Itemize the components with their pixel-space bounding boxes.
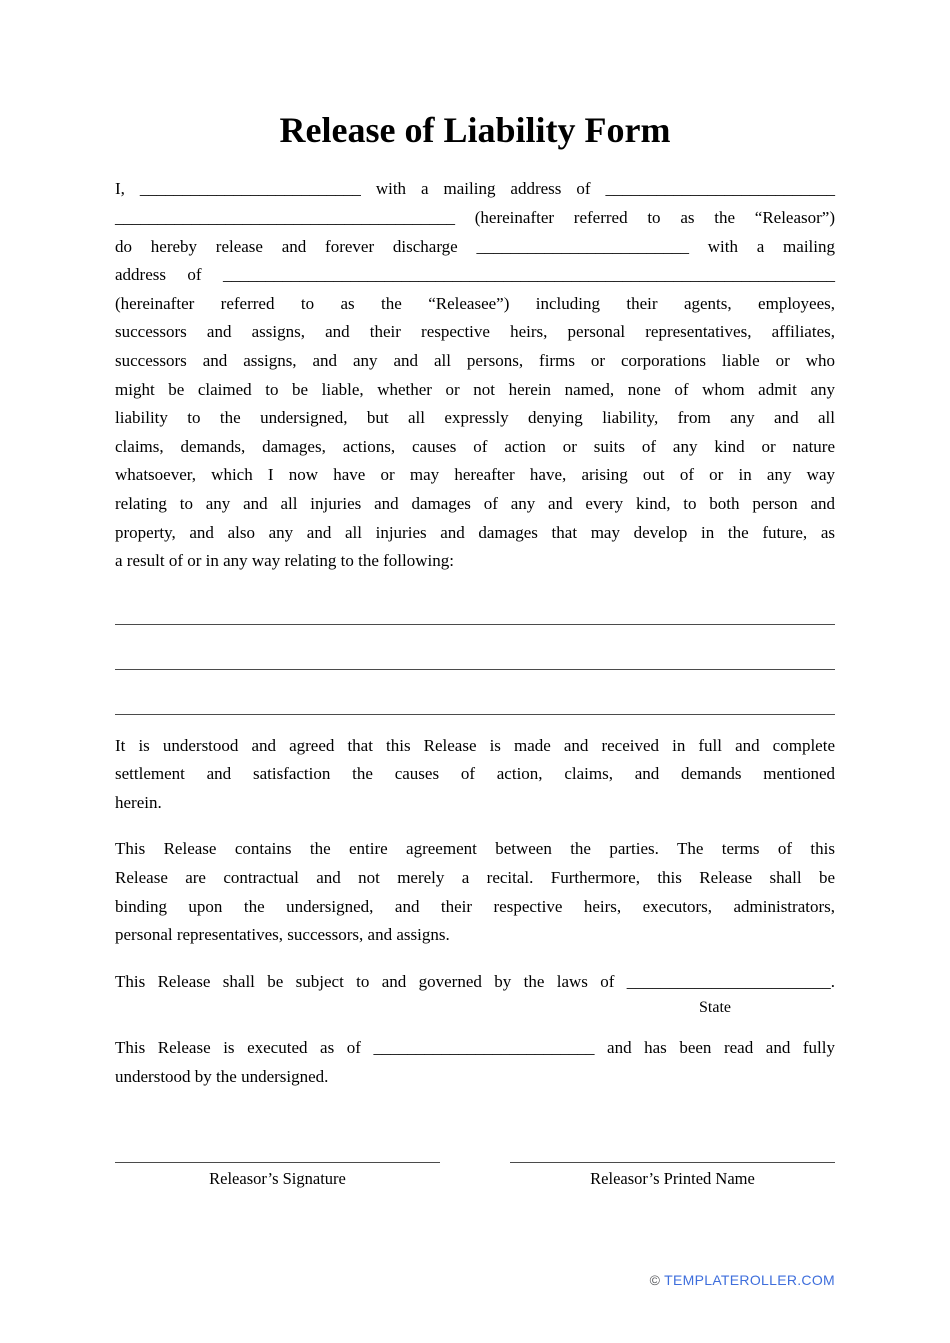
text-line: successors and assigns, and their respective heirs, personal representatives, affiliates, <box>115 322 835 342</box>
signature-block-printed-name <box>510 1162 835 1189</box>
releasor-printed-name-caption: Releasor’s Printed Name <box>590 1168 755 1188</box>
text-line: address of ________________________________________________________________________ <box>115 265 835 285</box>
signature-block-signature <box>115 1162 440 1189</box>
text-line: liability to the undersigned, but all expressly denying liability, from any and all <box>115 408 835 428</box>
page-title: Release of Liability Form <box>279 110 671 150</box>
paragraph-execution <box>115 1034 835 1091</box>
text-line: herein. <box>115 792 162 812</box>
fill-in-lines <box>115 580 835 715</box>
templateroller-link[interactable]: TEMPLATEROLLER.COM <box>664 1272 835 1288</box>
text-line: This Release shall be subject to and governed by the laws of ________________________. <box>115 971 835 991</box>
text-line: relating to any and all injuries and damages of any and every kind, to both person and <box>115 493 835 513</box>
text-line: ________________________________________ (hereinafter referred to as the “Releasor”) <box>115 207 835 227</box>
text-line: I, __________________________ with a mailing address of ___________________________ <box>115 179 835 199</box>
text-line: whatsoever, which I now have or may hereafter have, arising out of or in any way <box>115 465 835 485</box>
text-line: (hereinafter referred to as the “Releasee”) including their agents, employees, <box>115 293 835 313</box>
text-line: This Release contains the entire agreement between the parties. The terms of this <box>115 839 835 859</box>
text-line: successors and assigns, and any and all persons, firms or corporations liable or who <box>115 350 835 370</box>
text-line: binding upon the undersigned, and their respective heirs, executors, administrators, <box>115 896 835 916</box>
releasor-signature-line[interactable] <box>115 1162 440 1163</box>
blank-line[interactable] <box>115 625 835 670</box>
copyright-symbol: © <box>649 1272 661 1288</box>
footer-credit <box>650 1272 835 1288</box>
text-line: This Release is executed as of __________________________ and has been read and fully <box>115 1038 835 1058</box>
blank-line[interactable] <box>115 670 835 715</box>
releasor-printed-name-line[interactable] <box>510 1162 835 1163</box>
text-line: settlement and satisfaction the causes of action, claims, and demands mentioned <box>115 764 835 784</box>
signature-section <box>115 1162 835 1189</box>
paragraph-entire-agreement <box>115 835 835 949</box>
text-line: claims, demands, damages, actions, causes of action or suits of any kind or nature <box>115 436 835 456</box>
releasor-signature-caption: Releasor’s Signature <box>209 1168 346 1188</box>
paragraph-settlement <box>115 732 835 818</box>
text-line: understood by the undersigned. <box>115 1067 329 1087</box>
text-line: might be claimed to be liable, whether or not herein named, none of whom admit any <box>115 379 835 399</box>
paragraph-opening <box>115 175 835 575</box>
text-line: a result of or in any way relating to the following: <box>115 551 454 571</box>
text-line: Release are contractual and not merely a recital. Furthermore, this Release shall be <box>115 868 835 888</box>
paragraph-governing-law <box>115 968 835 997</box>
text-line: property, and also any and all injuries and damages that may develop in the future, as <box>115 522 835 542</box>
state-label: State <box>699 999 731 1017</box>
text-line: personal representatives, successors, and assigns. <box>115 925 450 945</box>
blank-line[interactable] <box>115 580 835 625</box>
text-line: It is understood and agreed that this Release is made and received in full and complete <box>115 735 835 755</box>
text-line: do hereby release and forever discharge _________________________ with a mailing <box>115 236 835 256</box>
